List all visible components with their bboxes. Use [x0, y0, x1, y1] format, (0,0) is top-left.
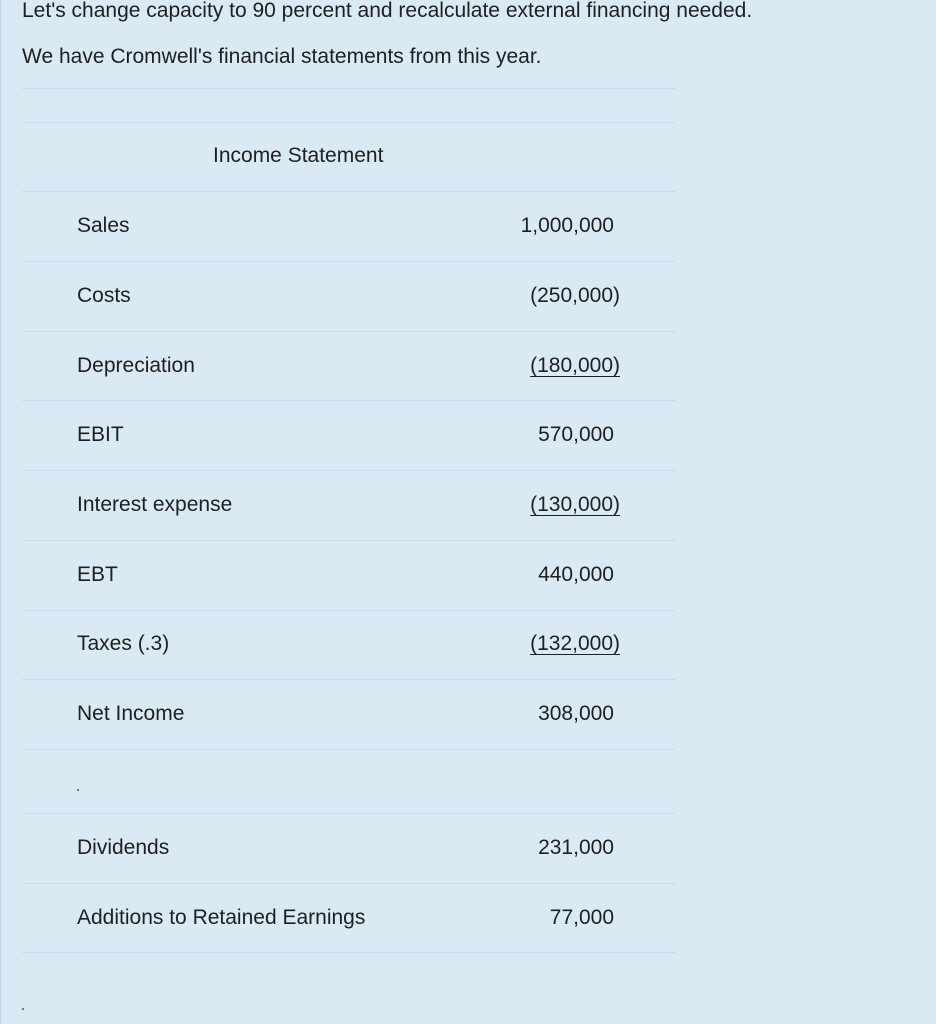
row-value-net-income: 308,000: [538, 702, 614, 725]
row-label-costs: Costs: [77, 284, 131, 307]
row-value-depreciation: (180,000): [530, 354, 620, 377]
row-value-sales: 1,000,000: [520, 214, 614, 237]
intro-line-1: Let's change capacity to 90 percent and recalculate external financing needed.: [22, 0, 753, 22]
row-label-sales: Sales: [77, 214, 130, 237]
table-divider: [22, 679, 676, 680]
table-divider: [22, 610, 676, 611]
row-value-taxes: (132,000): [530, 632, 620, 655]
row-value-additions-to-retained-earnings: 77,000: [549, 906, 614, 929]
row-label-ebt: EBT: [77, 563, 118, 586]
table-divider: [22, 122, 676, 123]
row-label-additions-to-retained-earnings: Additions to Retained Earnings: [77, 906, 366, 929]
table-divider: [22, 540, 676, 541]
empty-row-mark: [77, 789, 79, 791]
trailing-mark: [22, 1008, 24, 1010]
table-divider: [22, 261, 676, 262]
intro-line-2: We have Cromwell's financial statements from this year.: [22, 45, 542, 68]
page-left-border: [0, 0, 1, 1024]
table-divider: [22, 470, 676, 471]
table-divider: [22, 952, 676, 953]
row-label-ebit: EBIT: [77, 423, 124, 446]
row-value-dividends: 231,000: [538, 836, 614, 859]
income-statement-heading: Income Statement: [213, 144, 384, 167]
row-value-ebit: 570,000: [538, 423, 614, 446]
row-label-taxes: Taxes (.3): [77, 632, 170, 655]
row-value-ebt: 440,000: [538, 563, 614, 586]
table-divider: [22, 883, 676, 884]
row-label-depreciation: Depreciation: [77, 354, 195, 377]
table-divider: [22, 88, 676, 89]
row-label-interest-expense: Interest expense: [77, 493, 233, 516]
table-divider: [22, 749, 676, 750]
row-label-net-income: Net Income: [77, 702, 185, 725]
row-value-costs: (250,000): [530, 284, 620, 307]
table-divider: [22, 191, 676, 192]
table-divider: [22, 331, 676, 332]
row-label-dividends: Dividends: [77, 836, 170, 859]
row-value-interest-expense: (130,000): [530, 493, 620, 516]
table-divider: [22, 400, 676, 401]
table-divider: [22, 813, 676, 814]
